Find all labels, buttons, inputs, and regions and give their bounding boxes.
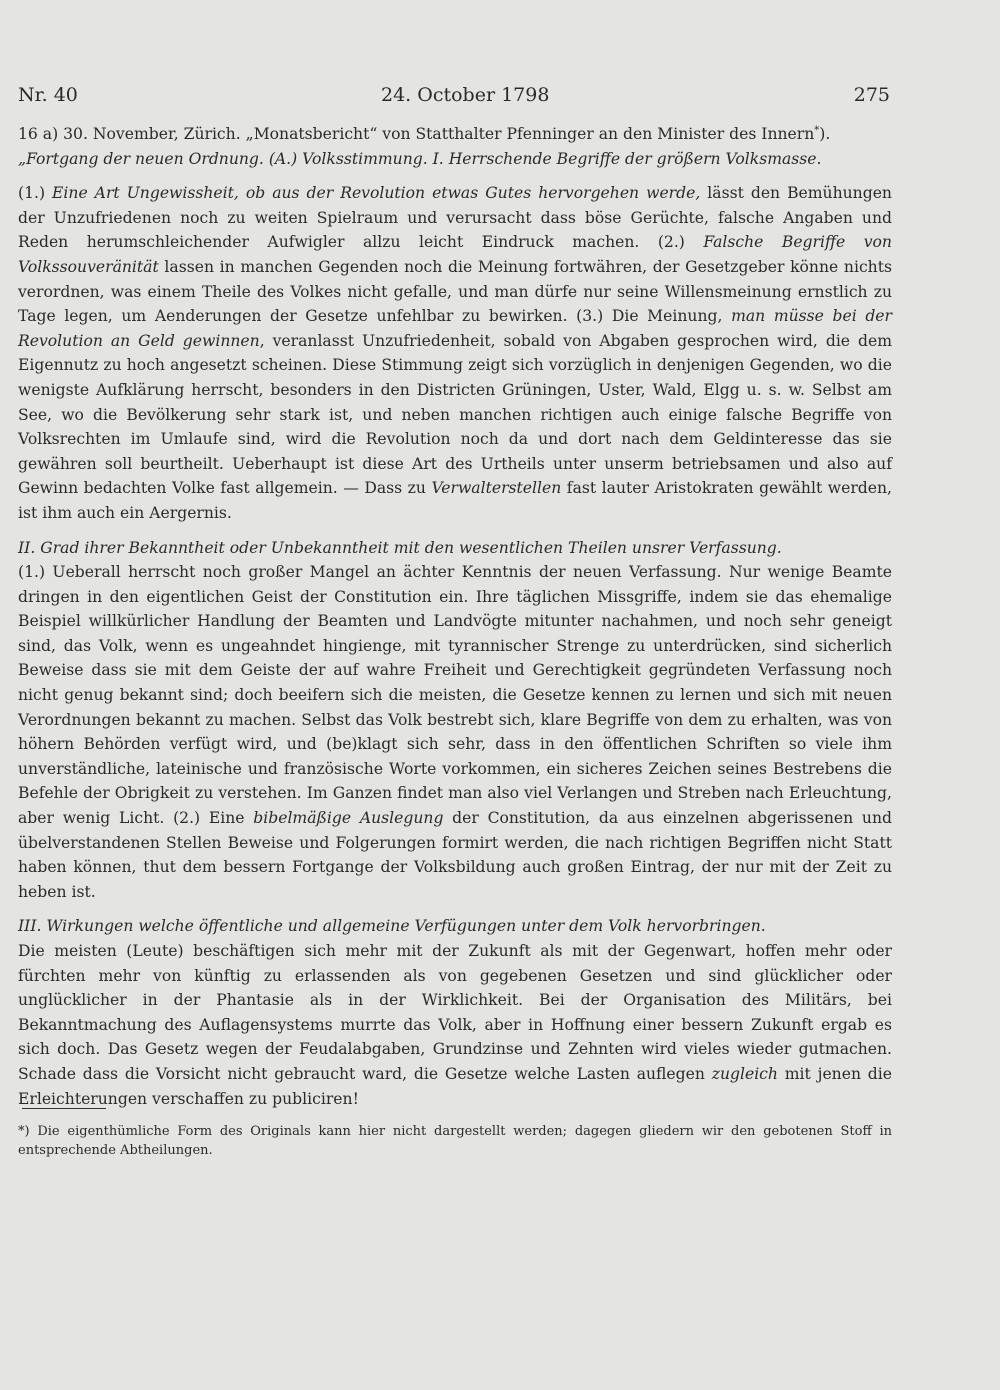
section1-paragraph [18, 181, 892, 525]
footnote-divider [22, 1108, 106, 1109]
section3-heading [18, 914, 892, 939]
text-run: der Constitution, da aus einzelnen abgerissenen und übelverstandenen Stellen Beweise und Folgerungen formirt werden, die nach richtigen Begriffen nicht Statt haben können, thut dem bessern Fortgange der Volksbildung auch großen Eintrag, der nur mit der Zeit zu heben ist. [18, 809, 892, 901]
text-run: mit jenen die Erleichterungen verschaffen zu publiciren! [18, 1064, 892, 1108]
heading-text: III. Wirkungen welche öffentliche und allgemeine Verfügungen unter dem Volk hervorbringen. [18, 917, 766, 936]
text-run: (1.) Ueberall herrscht noch großer Mangel an ächter Kenntnis der neuen Verfassung. Nur wenige Beamte dringen in den eigentlichen Geist der Constitution ein. Ihre täglichen Missgriffe, indem sie das ehemalige Beispiel willkürlicher Handlung der Beamten und Landvögte mitunter nachahmen, und noch sehr geneigt sind, das Volk, wenn es ungeahndet hingienge, mit tyrannischer Strenge zu unterdrücken, sind sicherlich Beweise dass sie mit dem Geiste der auf wahre Freiheit und Gerechtigkeit gegründeten Verfassung noch nicht genug bekannt sind; doch beeifern sich die meisten, die Gesetze kennen zu lernen und sich mit neuen Verordnungen bekannt zu machen. Selbst das Volk bestrebt sich, klare Begriffe von dem zu erhalten, was von höhern Behörden verfügt wird, und (be)klagt sich sehr, dass in den öffentlichen Schriften so viele ihm unverständliche, lateinische und französische Worte vorkommen, ein sicheres Zeichen seines Bestrebens die Befehle der Obrigkeit zu verstehen. Im Ganzen findet man also viel Verlangen und Streben nach Erleuchtung, aber wenig Licht. (2.) Eine [18, 563, 892, 828]
section2-paragraph [18, 560, 892, 904]
text-run: Die meisten (Leute) beschäftigen sich mehr mit der Zukunft als mit der Gegenwart, hoffen mehr oder fürchten mehr von künftig zu erlassenden als von gegebenen Gesetzen und sind glücklicher oder unglücklicher in der Phantasie als in der Wirklichkeit. Bei der Organisation des Militärs, bei Bekanntmachung des Auflagensystems murrte das Volk, aber in Hoffnung einer bessern Zukunft ergab es sich doch. Das Gesetz wegen der Feudalabgaben, Grundzinse und Zehnten wird vieles wieder gutmachen. Schade dass die Vorsicht nicht gebraucht ward, die Gesetze welche Lasten auflegen [18, 942, 892, 1083]
entry-end: ). [819, 125, 831, 143]
text-run: fast lauter Aristokraten gewählt werden, ist ihm auch ein Aergernis. [18, 479, 892, 522]
heading-text: II. Grad ihrer Bekanntheit oder Unbekanntheit mit den wesentlichen Theilen unsrer Verfassung. [18, 538, 782, 557]
main-text [18, 122, 892, 1111]
emphasis-run: man müsse bei der Revolution an Geld gewinnen [18, 307, 892, 350]
emphasis-run: Falsche Begriffe von Volkssouveränität [18, 233, 892, 276]
page-header [18, 84, 890, 114]
section2-heading [18, 536, 892, 561]
text-run: (1.) [18, 184, 53, 203]
header-date: 24. October 1798 [381, 84, 550, 106]
page-number: 275 [853, 84, 890, 106]
footnote [18, 1122, 892, 1160]
document-number: Nr. 40 [18, 84, 78, 106]
section-subheading [18, 147, 892, 172]
footnote-text: Die eigenthümliche Form des Originals kann hier nicht dargestellt werden; dagegen gliedern wir den gebotenen Stoff in entsprechende Abtheilungen. [18, 1124, 892, 1158]
emphasis-run: Verwalterstellen [431, 479, 562, 498]
emphasis-run: Eine Art Ungewissheit, ob aus der Revolution etwas Gutes hervorgehen werde, [52, 184, 701, 203]
footnote-ref: * [814, 124, 820, 136]
emphasis-run: zugleich [711, 1064, 778, 1083]
entry-line [18, 122, 892, 147]
text-run: lassen in manchen Gegenden noch die Meinung fortwähren, der Gesetzgeber könne nichts verordnen, was einem Theile des Volkes nicht gefalle, und man dürfe nur seine Willensmeinung ernstlich zu Tage legen, um Aenderungen der Gesetze unfehlbar zu bewirken. (3.) Die Meinung, [18, 257, 892, 326]
subheading-text: „Fortgang der neuen Ordnung. (A.) Volksstimmung. I. Herrschende Begriffe der größern Volksmasse. [18, 149, 822, 168]
text-run: , veranlasst Unzufriedenheit, sobald von Abgaben gesprochen wird, die dem Eigennutz zu hoch angesetzt scheinen. Diese Stimmung zeigt sich vorzüglich in denjenigen Gegenden, wo die wenigste Aufklärung herrscht, besonders in den Districten Grüningen, Uster, Wald, Elgg u. s. w. Selbst am See, wo die Bevölkerung sehr stark ist, und neben manchen richtigen auch einige falsche Begriffe von Volksrechten im Umlaufe sind, wird die Revolution noch da und dort nach dem Geldinteresse das sie gewähren soll beurtheilt. Ueberhaupt ist diese Art des Urtheils unter unserm betriebsamen und also auf Gewinn bedachten Volke fast allgemein. — Dass zu [18, 331, 892, 498]
footnote-mark: *) [18, 1124, 30, 1139]
section3-paragraph [18, 939, 892, 1111]
text-run: lässt den Bemühungen der Unzufriedenen noch zu weiten Spielraum und verursacht dass böse Gerüchte, falsche Angaben und Reden herumschleichender Aufwigler allzu leicht Eindruck machen. (2.) [18, 184, 892, 252]
emphasis-run: bibelmäßige Auslegung [253, 809, 444, 828]
entry-text: 16 a) 30. November, Zürich. „Monatsbericht“ von Statthalter Pfenninger an den Minister des Innern [18, 125, 815, 143]
